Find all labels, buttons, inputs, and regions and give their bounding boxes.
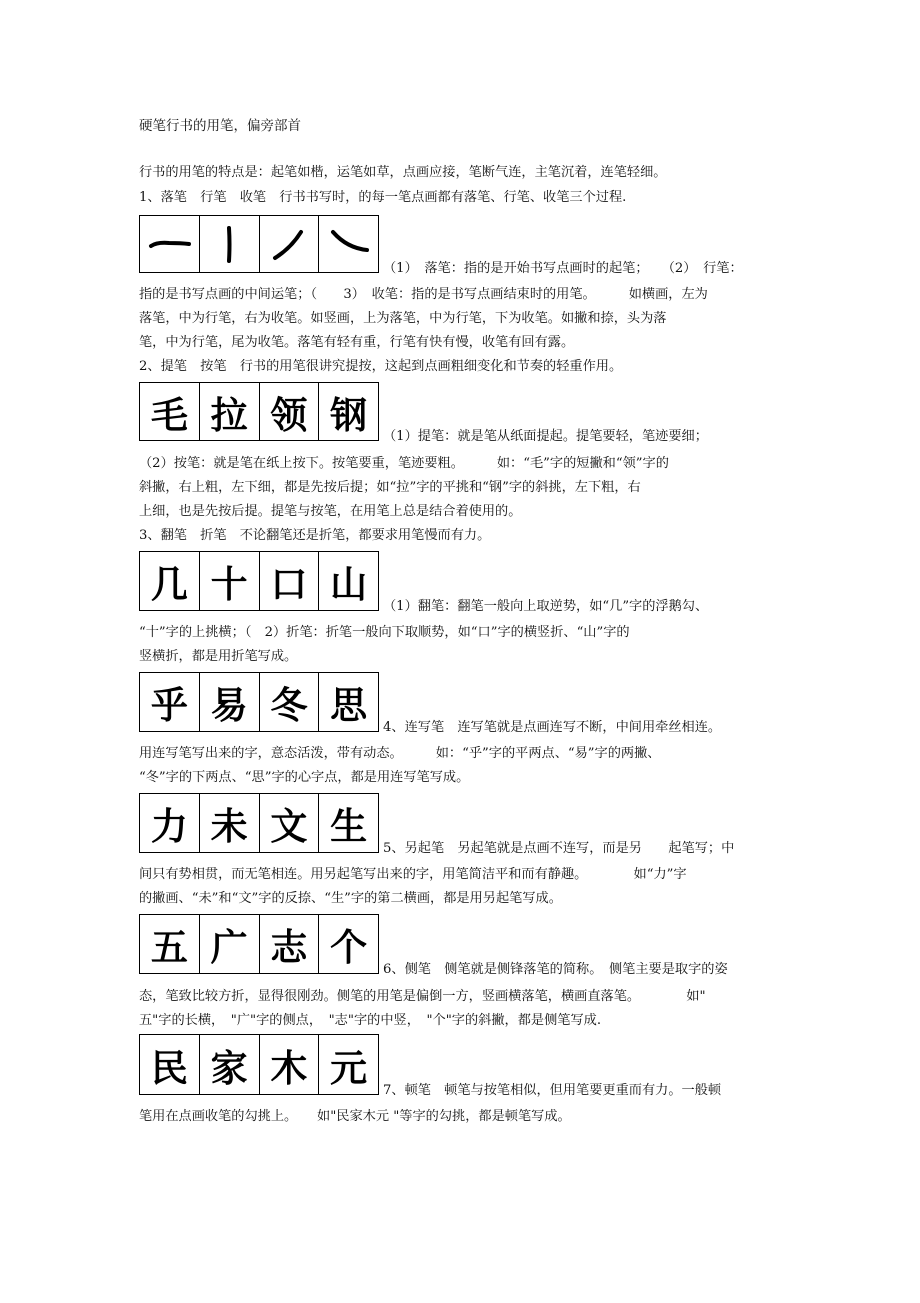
section-1-heading: 1、落笔 行笔 收笔 行书书写时，的每一笔点画都有落笔、行笔、收笔三个过程. [139,190,627,205]
glyph-cell: 几 [150,562,188,606]
example-box-3 [139,551,379,611]
glyph-cell: 乎 [150,683,188,727]
horizontal-stroke-glyph [140,216,199,272]
section-2-line-2: 斜撇，右上粗，左下细，都是先按后提；如“拉”字的平挑和“钢”字的斜挑，左下粗，右 [139,480,641,495]
section-2-line-3: 上细，也是先按后提。提笔与按笔，在用笔上总是结合着使用的。 [139,504,522,519]
glyph-cell: 拉 [199,383,259,440]
glyph-cell: 口 [259,552,319,610]
section-4-after-box: 4、连写笔 连写笔就是点画连写不断，中间用牵丝相连。 [383,720,722,735]
section-1-line-3: 笔，中为行笔，尾为收笔。落笔有轻有重，行笔有快有慢，收笔有回有露。 [139,335,575,350]
left-falling-stroke-glyph [259,216,319,272]
glyph-cell: 家 [199,1035,259,1094]
glyph-cell: 十 [199,552,259,610]
section-5-line-2: 的撇画、“未”和“文”字的反捺、“生”字的第二横画，都是用另起笔写成。 [139,891,562,906]
example-box-strokes [139,215,379,273]
section-2-line-1: （2）按笔：就是笔在纸上按下。按笔要重，笔迹要粗。 如：“毛”字的短撇和“领”字的 [139,456,669,471]
glyph-cell: 文 [259,794,319,852]
glyph-cell: 领 [259,383,319,440]
glyph-cell: 冬 [259,673,319,731]
section-3-after-box: （1）翻笔：翻笔一般向上取逆势，如“几”字的浮鹅勾、 [383,599,709,614]
glyph-cell: 未 [199,794,259,852]
page-title: 硬笔行书的用笔，偏旁部首 [139,118,301,134]
vertical-stroke-glyph [199,216,259,272]
glyph-cell: 个 [318,915,378,973]
section-7-line-1: 笔用在点画收笔的勾挑上。 如"民家木元 "等字的勾挑，都是顿笔写成。 [139,1109,571,1124]
section-6-line-1: 态，笔致比较方折，显得很刚劲。侧笔的用笔是偏倒一方，竖画横落笔，横画直落笔。 如" [139,989,706,1004]
section-4-line-2: “冬”字的下两点、“思”字的心字点，都是用连写笔写成。 [139,770,470,785]
section-1-line-2: 落笔，中为行笔，右为收笔。如竖画，上为落笔，中为行笔，下为收笔。如撇和捺，头为落 [139,311,667,326]
example-box-7 [139,1034,379,1095]
glyph-cell: 毛 [150,392,188,437]
glyph-cell: 生 [318,794,378,852]
section-6-after-box: 6、侧笔 侧笔就是侧锋落笔的简称。 侧笔主要是取字的姿 [383,962,728,977]
section-7-after-box: 7、顿笔 顿笔与按笔相似，但用笔要更重而有力。一般顿 [383,1083,722,1098]
glyph-cell: 志 [259,915,319,973]
section-3-line-1: “十”字的上挑横；（ 2）折笔：折笔一般向下取顺势，如“口”字的横竖折、“山”字的 [139,625,630,640]
intro-text: 行书的用笔的特点是：起笔如楷，运笔如草，点画应接，笔断气连，主笔沉着，连笔轻细。 [139,165,667,180]
glyph-cell: 元 [318,1035,378,1094]
glyph-cell: 广 [199,915,259,973]
glyph-cell: 易 [199,673,259,731]
example-box-6 [139,914,379,974]
example-box-2 [139,382,379,441]
glyph-cell: 民 [150,1045,188,1090]
glyph-cell: 力 [150,804,188,848]
glyph-cell: 山 [318,552,378,610]
section-5-line-1: 间只有势相贯，而无笔相连。用另起笔写出来的字，用笔简洁平和而有静趣。 如“力”字 [139,867,687,882]
section-1-line-1: 指的是书写点画的中间运笔；（ 3） 收笔：指的是书写点画结束时的用笔。 如横画，左为 [139,287,708,302]
glyph-cell: 思 [318,673,378,731]
section-5-after-box: 5、另起笔 另起笔就是点画不连写，而是另 起笔写；中 [383,841,735,856]
glyph-cell: 五 [150,925,188,969]
section-2-after-box: （1）提笔：就是笔从纸面提起。提笔要轻，笔迹要细； [383,429,708,444]
example-box-5 [139,793,379,853]
section-2-heading: 2、提笔 按笔 行书的用笔很讲究提按，这起到点画粗细变化和节奏的轻重作用。 [139,359,623,374]
section-4-line-1: 用连写笔写出来的字，意态活泼，带有动态。 如：“乎”字的平两点、“易”字的两撇、 [139,746,661,761]
right-falling-stroke-glyph [318,216,378,272]
example-box-4 [139,672,379,732]
section-6-line-2: 五"字的长横， "广"字的侧点， "志"字的中竖， "个"字的斜撇，都是侧笔写成. [139,1013,602,1028]
section-1-after-box: （1） 落笔：指的是开始书写点画时的起笔； （2） 行笔： [383,261,743,276]
section-3-heading: 3、翻笔 折笔 不论翻笔还是折笔，都要求用笔慢而有力。 [139,528,491,543]
glyph-cell: 钢 [318,383,378,440]
section-3-line-2: 竖横折，都是用折笔写成。 [139,649,298,664]
glyph-cell: 木 [259,1035,319,1094]
